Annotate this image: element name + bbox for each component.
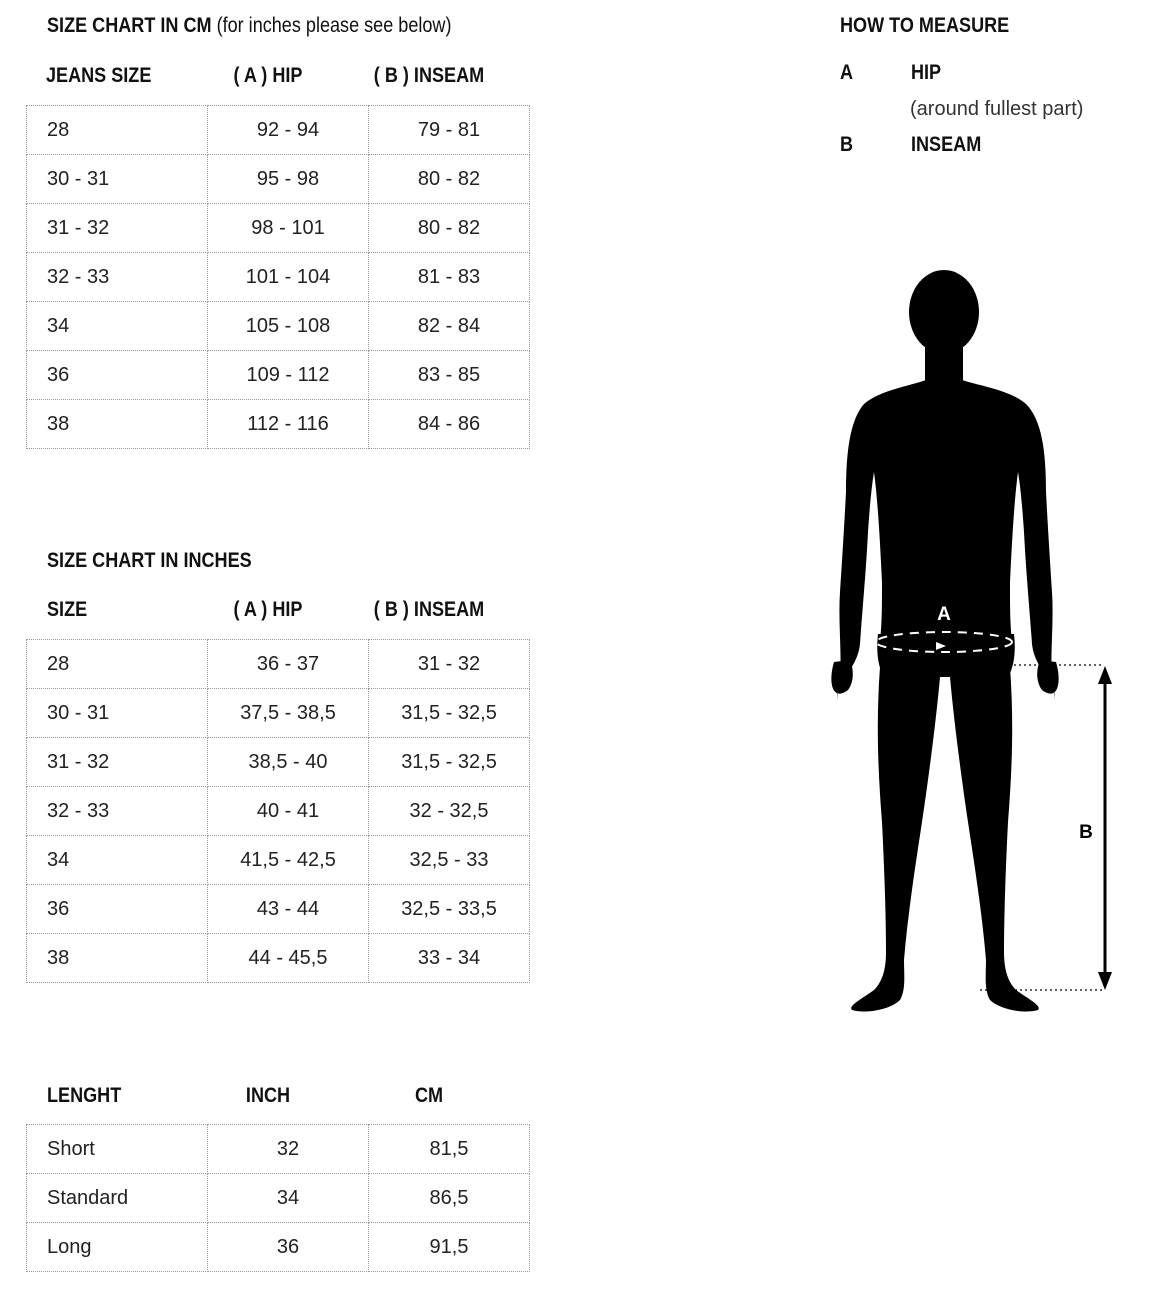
cm-size-table xyxy=(26,105,530,449)
table-row xyxy=(27,253,530,302)
size-cell: 30 - 31 xyxy=(27,155,208,204)
body-silhouette xyxy=(831,270,1058,1012)
figure-label-b: B xyxy=(1079,822,1093,843)
value-cell: 92 - 94 xyxy=(208,106,369,155)
cm-chart-title-text: SIZE CHART IN CM xyxy=(47,14,212,37)
measure-a-note: (around fullest part) xyxy=(910,98,1084,120)
table-row xyxy=(27,1223,530,1272)
cm-header-inseam: ( B ) INSEAM xyxy=(373,64,485,87)
value-cell: 81 - 83 xyxy=(369,253,530,302)
table-row xyxy=(27,204,530,253)
value-cell: 41,5 - 42,5 xyxy=(208,836,369,885)
size-cell: 31 - 32 xyxy=(27,738,208,787)
inch-header-size: SIZE xyxy=(47,598,88,621)
value-cell: 33 - 34 xyxy=(369,934,530,983)
body-silhouette-figure xyxy=(820,262,1130,1022)
value-cell: 32 xyxy=(208,1125,369,1174)
table-row xyxy=(27,1125,530,1174)
value-cell: 32 - 32,5 xyxy=(369,787,530,836)
figure-label-a: A xyxy=(937,604,951,625)
value-cell: 80 - 82 xyxy=(369,155,530,204)
value-cell: 83 - 85 xyxy=(369,351,530,400)
value-cell: 37,5 - 38,5 xyxy=(208,689,369,738)
value-cell: 81,5 xyxy=(369,1125,530,1174)
table-row xyxy=(27,400,530,449)
size-cell: 31 - 32 xyxy=(27,204,208,253)
table-row xyxy=(27,1174,530,1223)
size-cell: 34 xyxy=(27,836,208,885)
inch-size-table xyxy=(26,639,530,983)
value-cell: 79 - 81 xyxy=(369,106,530,155)
size-cell: 36 xyxy=(27,885,208,934)
size-cell: Short xyxy=(27,1125,208,1174)
value-cell: 80 - 82 xyxy=(369,204,530,253)
cm-header-size: JEANS SIZE xyxy=(46,64,152,87)
value-cell: 34 xyxy=(208,1174,369,1223)
length-table xyxy=(26,1124,530,1272)
cm-header-hip: ( A ) HIP xyxy=(233,64,303,87)
value-cell: 91,5 xyxy=(369,1223,530,1272)
length-header-label: LENGHT xyxy=(47,1084,122,1107)
table-row xyxy=(27,738,530,787)
value-cell: 112 - 116 xyxy=(208,400,369,449)
inch-header-inseam: ( B ) INSEAM xyxy=(373,598,485,621)
table-row xyxy=(27,885,530,934)
size-cell: 38 xyxy=(27,400,208,449)
value-cell: 36 - 37 xyxy=(208,640,369,689)
table-row xyxy=(27,689,530,738)
measure-b-label: INSEAM xyxy=(911,133,982,156)
how-to-measure-title: HOW TO MEASURE xyxy=(840,14,1010,37)
value-cell: 105 - 108 xyxy=(208,302,369,351)
size-cell: 32 - 33 xyxy=(27,253,208,302)
value-cell: 98 - 101 xyxy=(208,204,369,253)
length-header-cm: CM xyxy=(414,1084,444,1107)
table-row xyxy=(27,787,530,836)
size-cell: 32 - 33 xyxy=(27,787,208,836)
size-cell: Standard xyxy=(27,1174,208,1223)
size-cell: 34 xyxy=(27,302,208,351)
value-cell: 109 - 112 xyxy=(208,351,369,400)
value-cell: 95 - 98 xyxy=(208,155,369,204)
value-cell: 40 - 41 xyxy=(208,787,369,836)
value-cell: 101 - 104 xyxy=(208,253,369,302)
value-cell: 43 - 44 xyxy=(208,885,369,934)
size-cell: 30 - 31 xyxy=(27,689,208,738)
value-cell: 44 - 45,5 xyxy=(208,934,369,983)
value-cell: 31,5 - 32,5 xyxy=(369,738,530,787)
size-cell: 28 xyxy=(27,640,208,689)
measure-b-letter: B xyxy=(840,133,854,156)
table-row xyxy=(27,934,530,983)
value-cell: 38,5 - 40 xyxy=(208,738,369,787)
length-header-inch: INCH xyxy=(245,1084,291,1107)
size-cell: 36 xyxy=(27,351,208,400)
measure-a-letter: A xyxy=(840,61,854,84)
table-row xyxy=(27,302,530,351)
table-row xyxy=(27,836,530,885)
size-cell: 28 xyxy=(27,106,208,155)
cm-chart-subtitle: (for inches please see below) xyxy=(216,14,452,37)
table-row xyxy=(27,351,530,400)
value-cell: 84 - 86 xyxy=(369,400,530,449)
inch-chart-title: SIZE CHART IN INCHES xyxy=(47,549,252,572)
value-cell: 31,5 - 32,5 xyxy=(369,689,530,738)
inch-header-hip: ( A ) HIP xyxy=(233,598,303,621)
size-cell: 38 xyxy=(27,934,208,983)
inseam-arrow-down-icon xyxy=(1098,972,1112,990)
inseam-arrow-up-icon xyxy=(1098,666,1112,684)
value-cell: 32,5 - 33,5 xyxy=(369,885,530,934)
value-cell: 86,5 xyxy=(369,1174,530,1223)
value-cell: 32,5 - 33 xyxy=(369,836,530,885)
value-cell: 36 xyxy=(208,1223,369,1272)
cm-chart-title xyxy=(47,14,451,38)
table-row xyxy=(27,155,530,204)
table-row xyxy=(27,640,530,689)
value-cell: 31 - 32 xyxy=(369,640,530,689)
table-row xyxy=(27,106,530,155)
value-cell: 82 - 84 xyxy=(369,302,530,351)
size-cell: Long xyxy=(27,1223,208,1272)
measure-a-label: HIP xyxy=(911,61,942,84)
